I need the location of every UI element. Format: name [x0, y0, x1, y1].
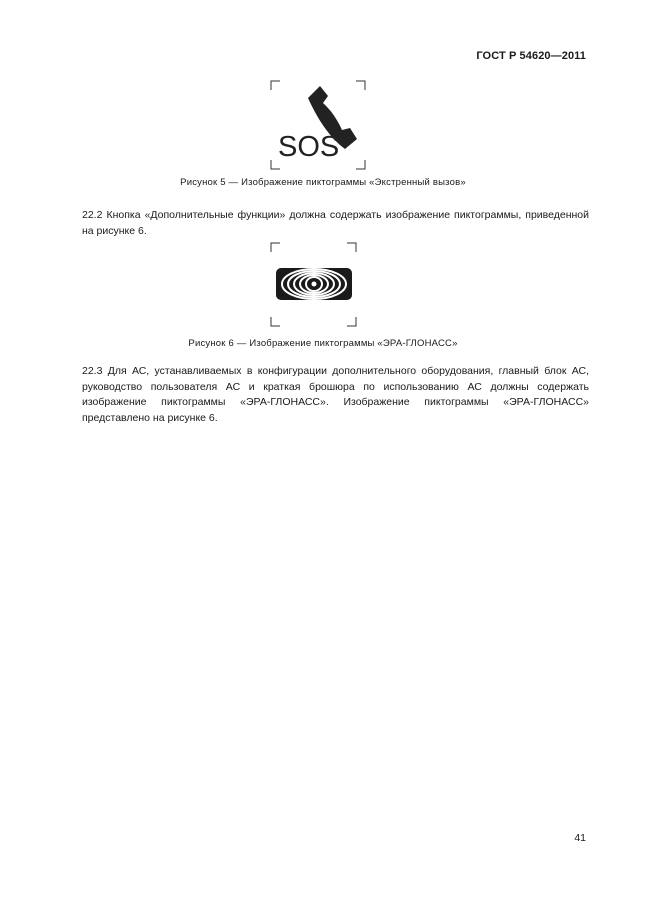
figure-6-caption: Рисунок 6 — Изображение пиктограммы «ЭРА-ГЛОНАСС»: [188, 338, 458, 349]
document-header: ГОСТ Р 54620—2011: [476, 50, 586, 62]
sos-text: SOS: [278, 131, 340, 163]
paragraph-22-2-text: 22.2 Кнопка «Дополнительные функции» должна содержать изображение пиктограммы, приведенной на рисунке 6.: [82, 209, 589, 237]
paragraph-22-3: [52, 364, 589, 426]
figure-5-caption: Рисунок 5 — Изображение пиктограммы «Экстренный вызов»: [180, 177, 466, 188]
era-glonass-icon: [268, 240, 360, 330]
paragraph-22-3-text: 22.3 Для АС, устанавливаемых в конфигурации дополнительного оборудования, главный блок АС, руководство пользователя АС и краткая брошюра по использованию АС должны содержать изображение пиктограммы «ЭРА-ГЛОНАСС». Изображение пиктограммы «ЭРА-ГЛОНАСС» представлено на рисунке 6.: [82, 365, 589, 424]
figure-5: [268, 78, 368, 174]
figure-6: [268, 240, 360, 330]
page-number: 41: [574, 832, 586, 844]
sos-phone-icon: [268, 78, 368, 174]
paragraph-22-2: [52, 208, 589, 239]
